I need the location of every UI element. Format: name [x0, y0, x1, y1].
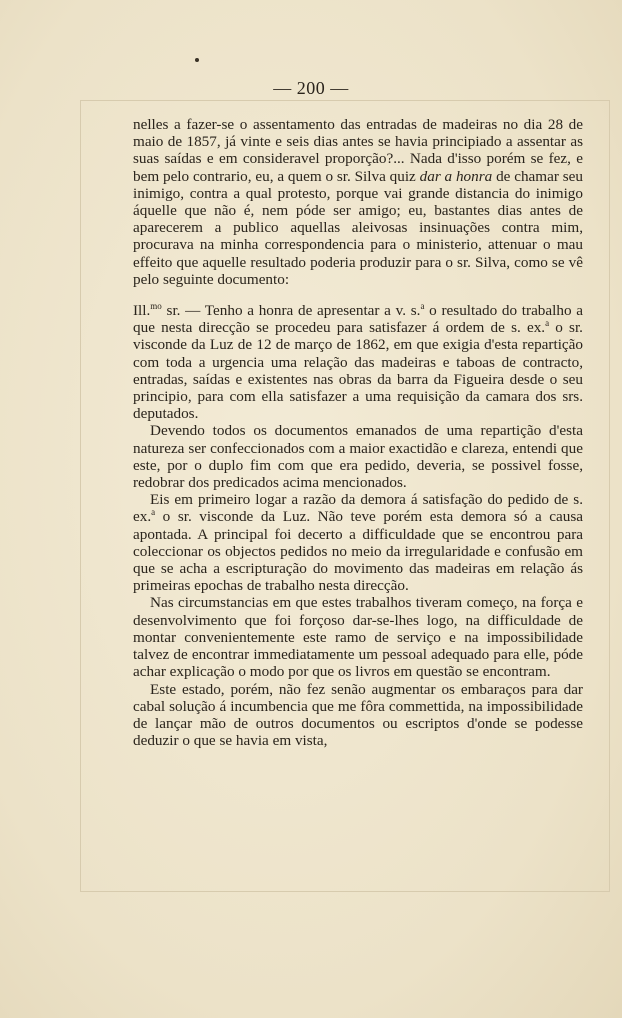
- italic-phrase: dar a honra: [419, 167, 493, 185]
- paragraph-1-text-b: de chamar seu inimigo, contra a qual protesto, porque vai grande distancia do inimigo áquelle que não é, nem póde ser amigo; eu, bastantes dias antes de aparecerem a publico aquellas aleivosas insinuações contra mim, procurava na minha correspondencia para o ministerio, attenuar o mau effeito que aquelle resultado poderia produzir para o sr. Silva, como se vê pelo seguinte documento:: [133, 167, 583, 288]
- page-number: — 200 —: [273, 78, 349, 98]
- paragraph-4: [133, 491, 583, 594]
- paragraph-1: [133, 116, 583, 288]
- body-text: [133, 116, 583, 749]
- paragraph-3: Devendo todos os documentos emanados de uma repartição d'esta natureza ser confeccionados com a maior exactidão e clareza, entendi que este, por o duplo fim com que era pedido, deveria, se possivel fosse, redobrar dos predicados acima mencionados.: [133, 422, 583, 492]
- paragraph-4-text-b: o sr. visconde da Luz. Não teve porém esta demora só a causa apontada. A principal foi decerto a difficuldade que se encontrou para coleccionar os objectos pedidos no meio da irregularidade e confusão em que se acha a escripturação do movimento das madeiras em relação ás primeiras epochas de trabalho nesta direcção.: [133, 508, 583, 595]
- salutation-superscript: mo: [150, 300, 162, 311]
- paragraph-1-text-a: nelles a fazer-se o assentamento das entradas de madeiras no dia 28 de maio de 1857, já vinte e seis dias antes se havia principiado a assentar as suas saídas e em consideravel proporção?... Nada d'isso porém se fez, e bem pelo contrario, eu, a quem o sr. Silva quiz: [133, 116, 583, 185]
- superscript-a: a: [545, 318, 550, 329]
- paragraph-5: Nas circumstancias em que estes trabalhos tiveram começo, na força e desenvolvimento que foi forçoso dar-se-lhes logo, na difficuldade de montar convenientemente este ramo de serviço e na impossibilidade talvez de encontrar immediatamente um pessoal adequado para elle, póde achar explicação o modo por que os livros em questão se encontram.: [133, 594, 583, 681]
- paragraph-4-text-a: Eis em primeiro logar a razão da demora á satisfação do pedido de s. ex.: [133, 491, 583, 526]
- salutation: Ill.: [133, 302, 151, 320]
- letter-text-3: o sr. visconde da Luz de 12 de março de 1862, em que exigia d'esta repartição com toda a urgencia uma relação das madeiras e taboas de contracto, entradas, saídas e existentes nas obras da barra da Figueira desde o seu principio, para com ella satisfazer a uma requisição da camara dos srs. deputados.: [133, 319, 583, 423]
- ink-speck: [195, 58, 199, 62]
- letter-paragraph: [133, 302, 583, 422]
- letter-text-1: sr. — Tenho a honra de apresentar a v. s.: [161, 302, 421, 320]
- paragraph-6: Este estado, porém, não fez senão augmentar os embaraços para dar cabal solução á incumbencia que me fôra commettida, na impossibilidade de lançar mão de outros documentos ou escriptos d'onde se podesse deduzir o que se havia em vista,: [133, 680, 583, 750]
- letter-text-2: o resultado do trabalho a que nesta direcção se procedeu para satisfazer á ordem de s. ex.: [133, 302, 584, 337]
- superscript-a: a: [420, 300, 425, 311]
- superscript-a: a: [151, 507, 156, 518]
